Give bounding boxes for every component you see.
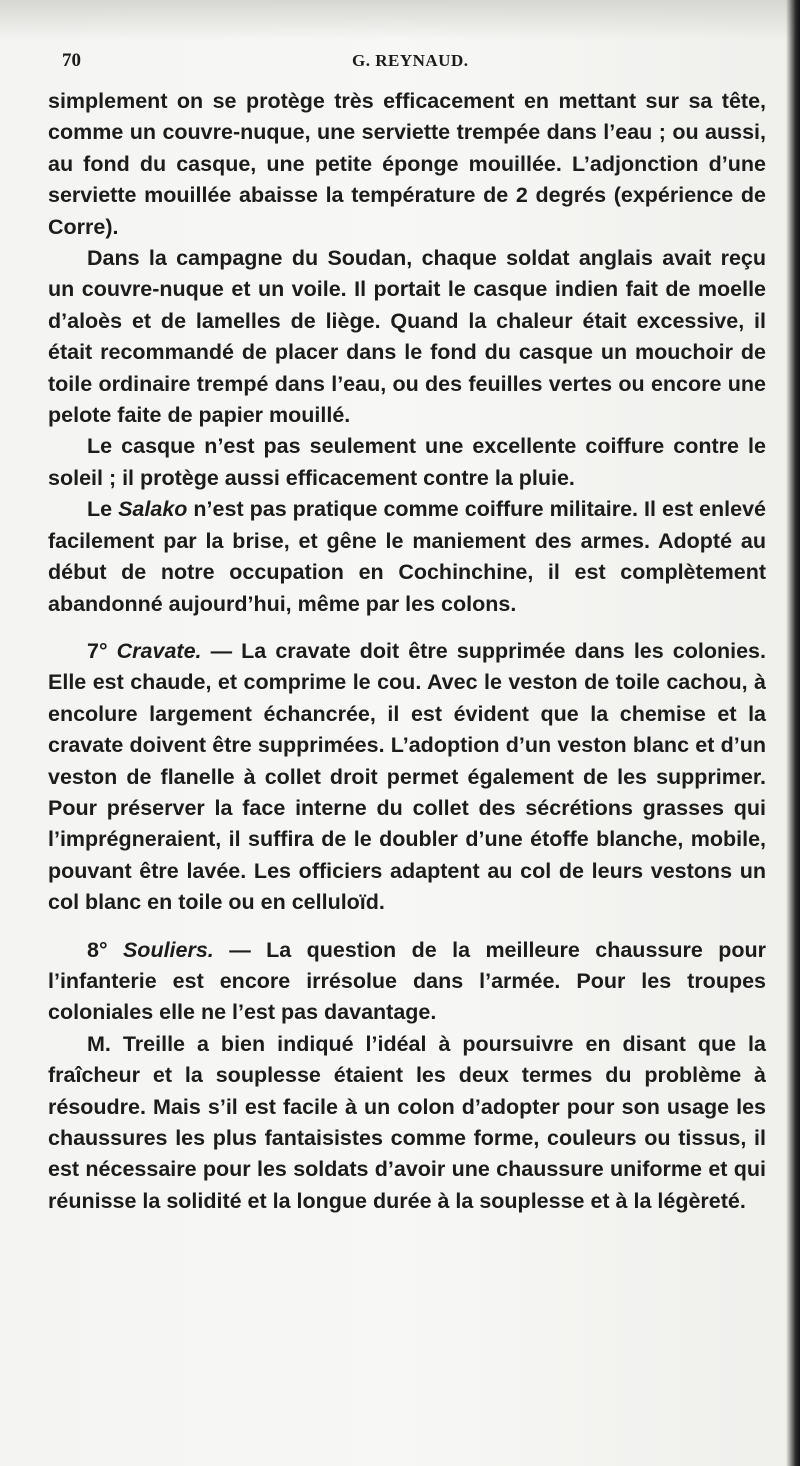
- section-cravate: 7° Cravate. — La cravate doit être supprimée dans les colonies. Elle est chaude, et comprime le cou. Avec le veston de toile cachou, à encolure largement échancrée, il est évident que la chemise et la cravate doivent être supprimées. L’adoption d’un veston blanc et d’un veston de flanelle à collet droit permet également de les supprimer. Pour préserver la face interne du collet des sécrétions grasses qui l’imprégneraient, il suffira de le doubler d’une étoffe blanche, mobile, pouvant être lavée. Les officiers adaptent au col de leurs vestons un col blanc en toile ou en celluloïd.: [48, 638, 766, 915]
- scan-top-shadow: [0, 0, 800, 40]
- section-heading-souliers: Souliers.: [122, 937, 214, 962]
- body-text: [48, 86, 766, 1217]
- paragraph-casque-serviette: simplement on se protège très efficacement en mettant sur sa tête, comme un couvre-nuque, une serviette trempée dans l’eau ; ou aussi, au fond du casque, une petite éponge mouillée. L’adjonction d’une serviette mouillée abaisse la température de 2 degrés (expérience de Corre).: [48, 89, 766, 239]
- paragraph-soudan: Dans la campagne du Soudan, chaque soldat anglais avait reçu un couvre-nuque et un voile. Il portait le casque indien fait de moelle d’aloès et de lamelles de liège. Quand la chaleur était excessive, il était recommandé de placer dans le fond du casque un mouchoir de toile ordinaire trempé dans l’eau, ou des feuilles vertes ou encore une pelote faite de papier mouillé.: [48, 246, 766, 428]
- paragraph-treille: M. Treille a bien indiqué l’idéal à poursuivre en disant que la fraîcheur et la souplesse étaient les deux termes du problème à résoudre. Mais s’il est facile à un colon d’adopter pour son usage les chaussures les plus fantaisistes comme forme, couleurs ou tissus, il est nécessaire pour les soldats d’avoir une chaussure uniforme et qui réunisse la solidité et la longue durée à la souplesse et à la légèreté.: [48, 1031, 766, 1213]
- page-number: 70: [62, 50, 81, 71]
- salako-term: Salako: [118, 497, 188, 522]
- scan-right-edge: [786, 0, 800, 1466]
- paragraph-casque-pluie: Le casque n’est pas seulement une excellente coiffure contre le soleil ; il protège aussi efficacement contre la pluie.: [48, 434, 766, 490]
- page-header: [62, 50, 752, 74]
- running-head: G. REYNAUD.: [352, 51, 469, 70]
- section-heading-cravate: Cravate.: [116, 638, 202, 663]
- paragraph-salako: Le Salako n’est pas pratique comme coiffure militaire. Il est enlevé facilement par la brise, et gêne le maniement des armes. Adopté au début de notre occupation en Cochinchine, il est complètement abandonné aujourd’hui, même par les colons.: [48, 497, 766, 616]
- section-souliers: 8° Souliers. — La question de la meilleure chaussure pour l’infanterie est encore irrésolue dans l’armée. Pour les troupes coloniales elle ne l’est pas davantage.: [48, 937, 766, 1025]
